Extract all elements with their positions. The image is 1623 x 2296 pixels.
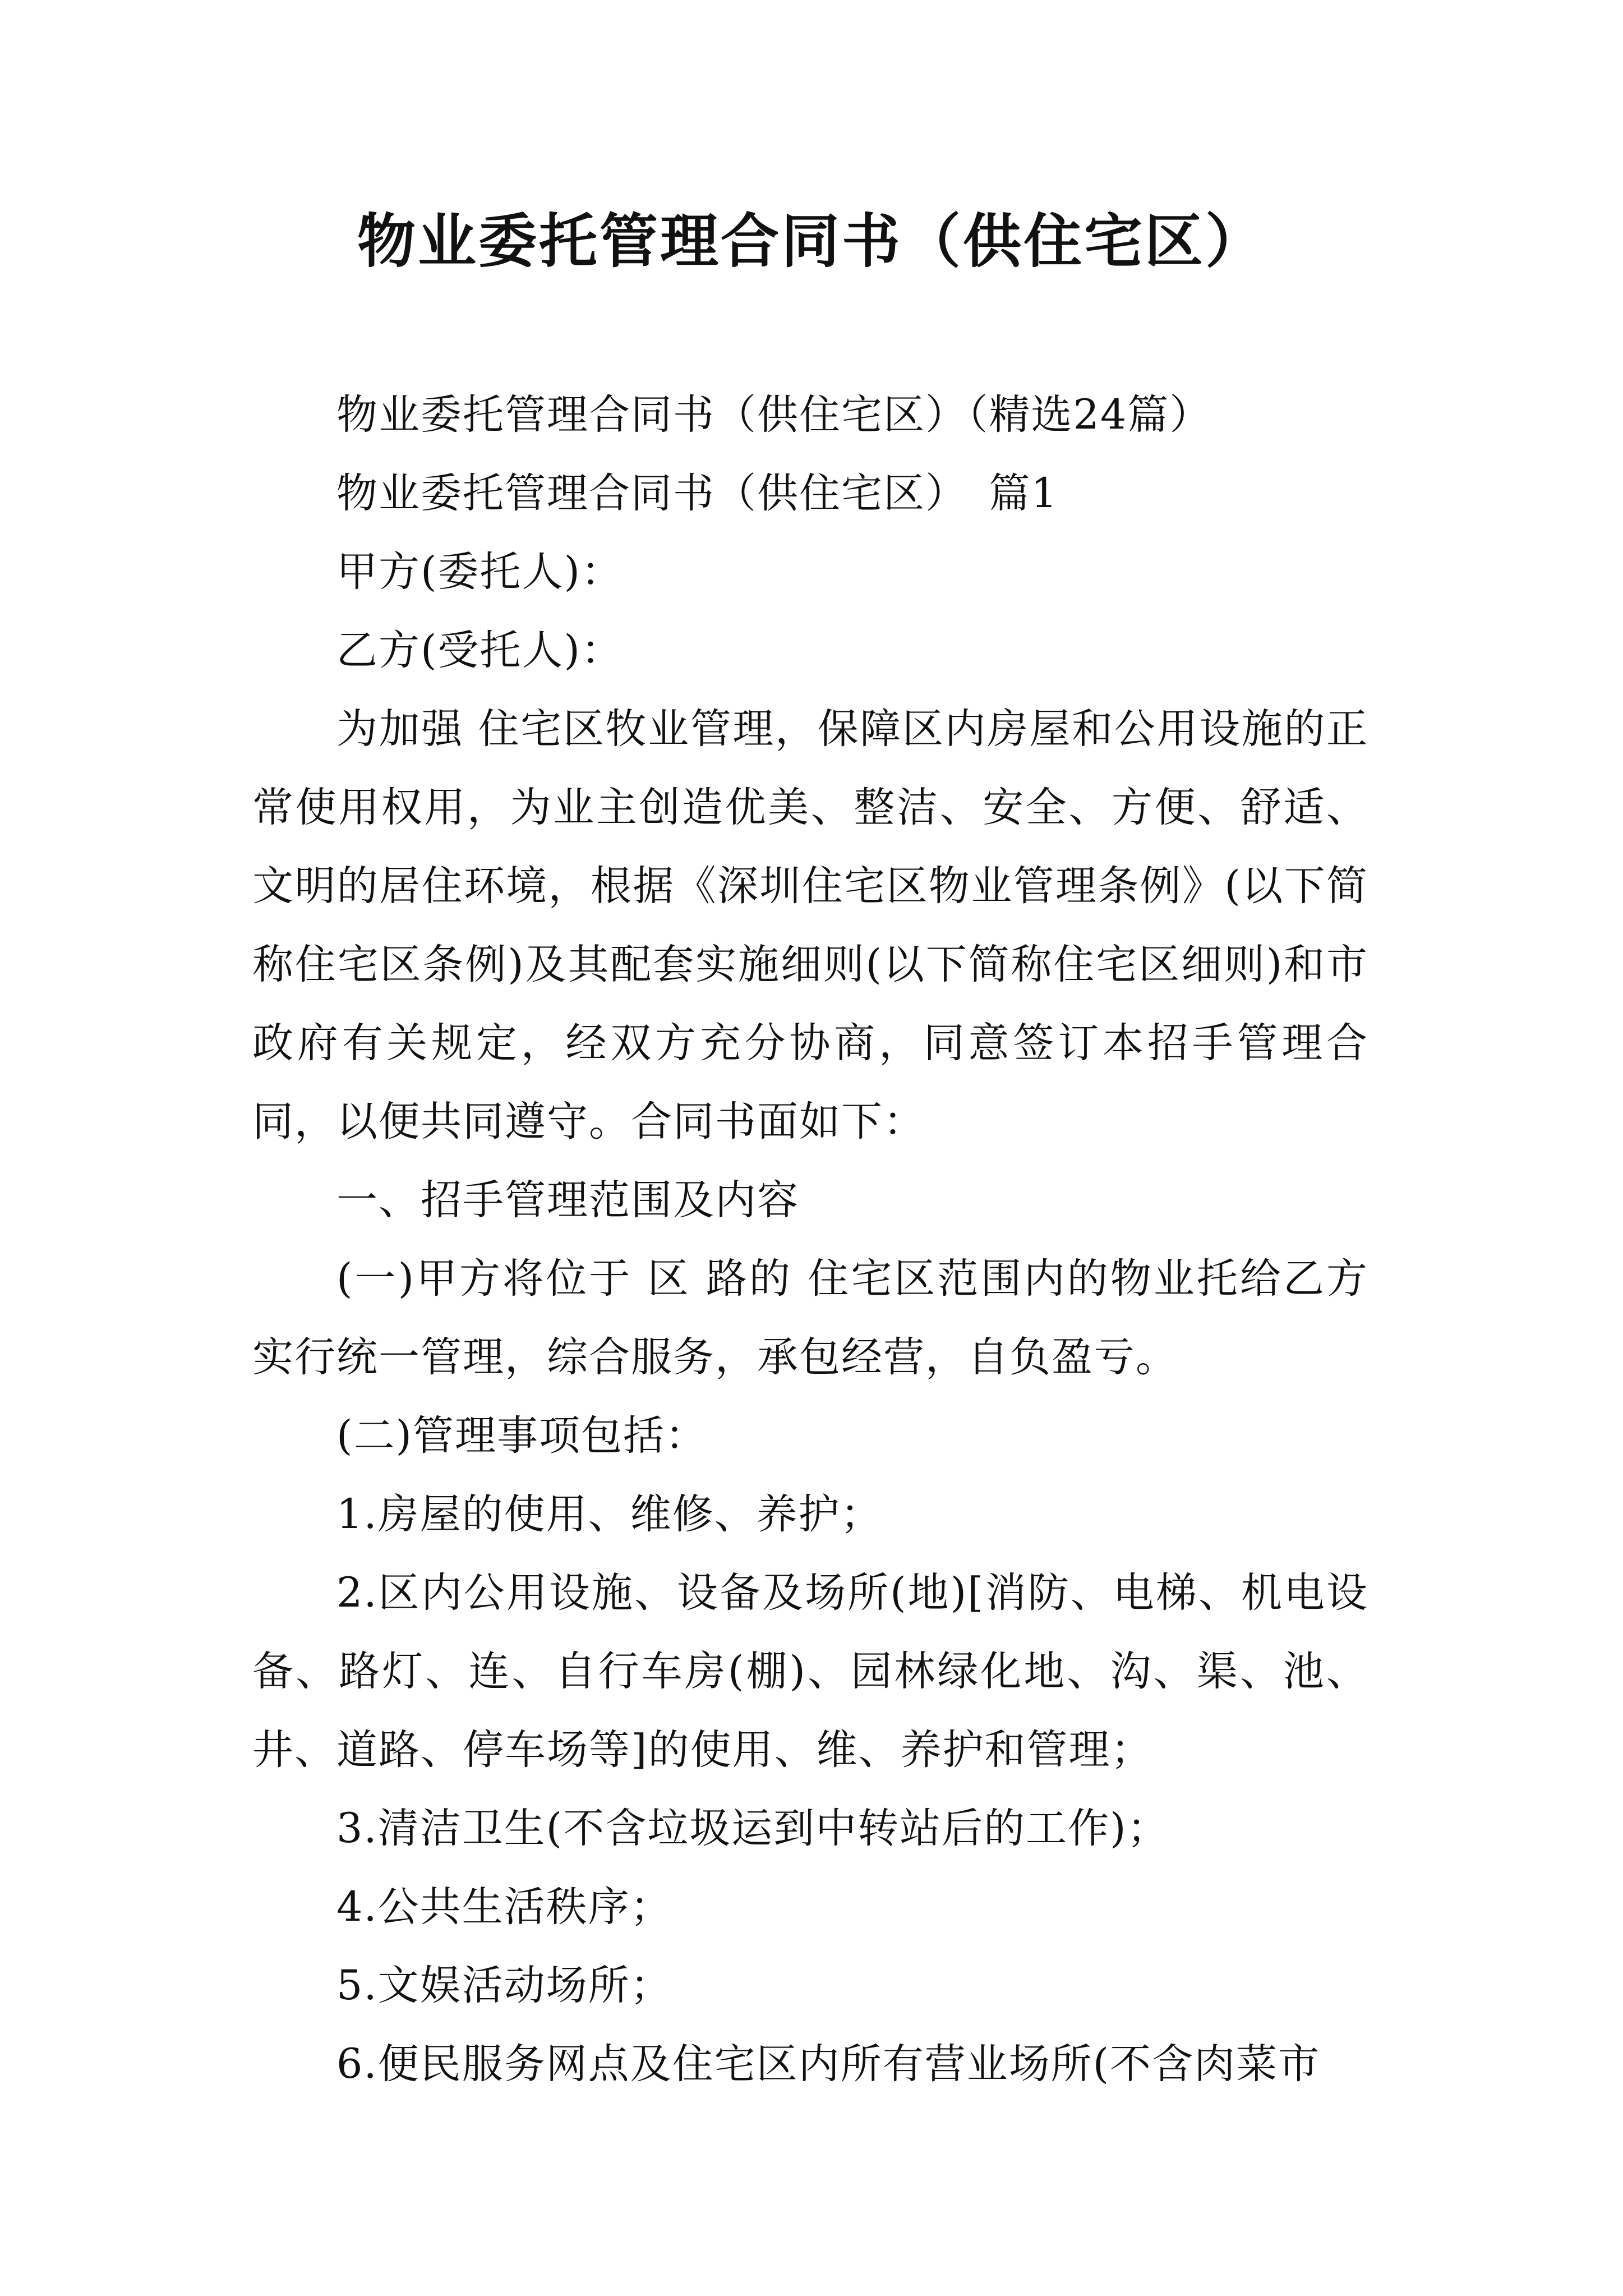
paragraph-party-b: 乙方(受托人)： [336,627,623,674]
paragraph-part-heading: 物业委托管理合同书（供住宅区） 篇1 [336,470,1058,517]
paragraph-item-1: 1.房屋的使用、维修、养护； [336,1490,883,1538]
document-body [252,376,1368,2104]
document-title: 物业委托管理合同书（供住宅区） [357,207,1266,275]
paragraph-clause-1: (一)甲方将位于 区 路的 住宅区范围内的物业托给乙方实行统一管理，综合服务，承包经营，自负盈亏。 [252,1255,1368,1381]
paragraph-item-3: 3.清洁卫生(不含垃圾运到中转站后的工作)； [336,1805,1169,1852]
paragraph-clause-2: (二)管理事项包括： [336,1412,707,1460]
paragraph-preamble: 为加强 住宅区牧业管理，保障区内房屋和公用设施的正常使用权用，为业主创造优美、整洁、安全、方便、舒适、文明的居住环境，根据《深圳住宅区物业管理条例》(以下简称住宅区条例)及其配套实施细则(以下简称住宅区细则)和市政府有关规定，经双方充分协商，同意签订本招手管理合同，以便共同遵守。合同书面如下： [252,705,1368,1145]
paragraph-item-4: 4.公共生活秩序； [336,1883,672,1931]
paragraph-item-2: 2.区内公用设施、设备及场所(地)[消防、电梯、机电设备、路灯、连、自行车房(棚)、园林绿化地、沟、渠、池、井、道路、停车场等]的使用、维、养护和管理； [252,1569,1368,1774]
paragraph-item-5: 5.文娱活动场所； [336,1962,672,2009]
paragraph-section-1-heading: 一、招手管理范围及内容 [336,1176,799,1224]
paragraph-collection-title: 物业委托管理合同书（供住宅区）（精选24篇） [336,391,1212,439]
paragraph-item-6: 6.便民服务网点及住宅区内所有营业场所(不含肉菜市 [336,2040,1321,2088]
paragraph-party-a: 甲方(委托人)： [336,548,623,596]
